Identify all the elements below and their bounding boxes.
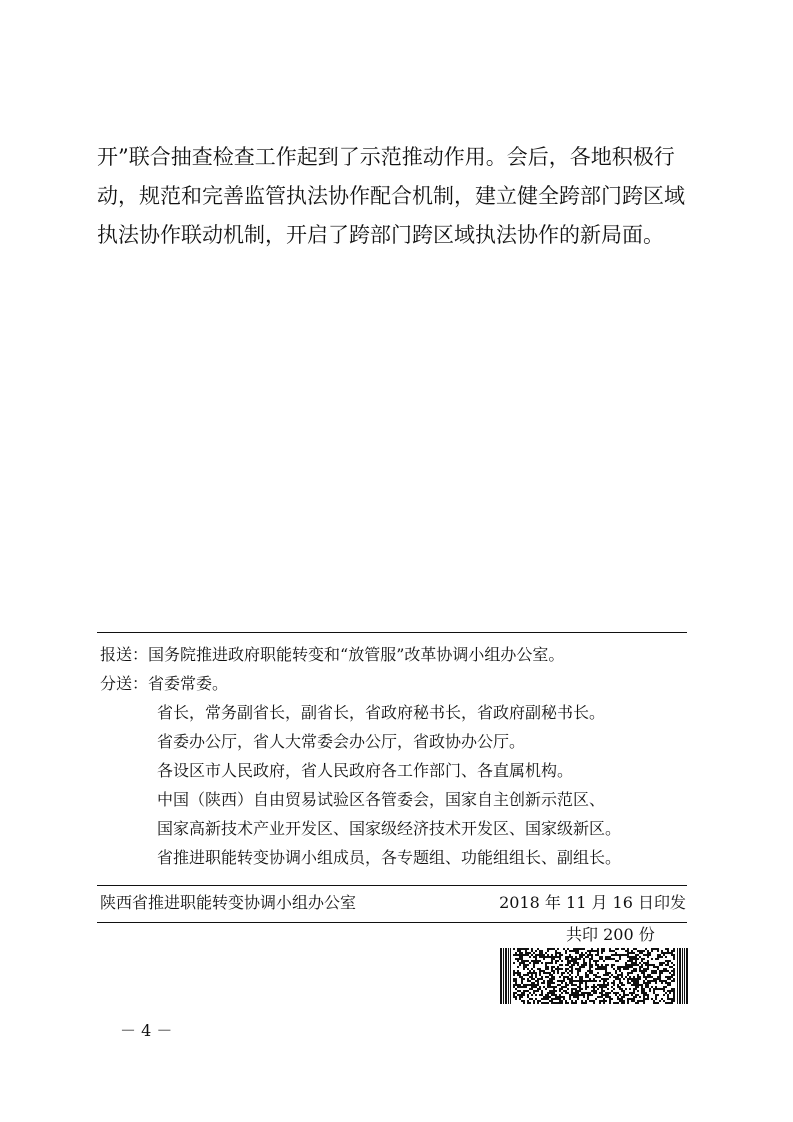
distribution-block — [100, 640, 690, 872]
send-line: 中国（陕西）自由贸易试验区各管委会，国家自主创新示范区、 — [157, 790, 606, 809]
issue-date: 2018 年 11 月 16 日印发 — [499, 893, 686, 912]
report-text: 国务院推进政府职能转变和“放管服”改革协调小组办公室。 — [148, 645, 565, 664]
send-line: 各设区市人民政府，省人民政府各工作部门、各直属机构。 — [157, 761, 574, 780]
send-line: 国家高新技术产业开发区、国家级经济技术开发区、国家级新区。 — [157, 819, 622, 838]
copies-count: 共印 200 份 — [566, 925, 655, 944]
distribution-top-rule — [97, 632, 687, 633]
send-line: 省委办公厅，省人大常委会办公厅，省政协办公厅。 — [157, 732, 526, 751]
send-line: 省委常委。 — [148, 674, 229, 693]
send-label: 分送： — [100, 674, 149, 693]
body-line: 动，规范和完善监管执法协作配合机制，建立健全跨部门跨区域 — [97, 184, 685, 208]
report-label: 报送： — [100, 645, 149, 664]
send-row — [100, 669, 690, 698]
body-line: 开”联合抽查检查工作起到了示范推动作用。会后，各地积极行 — [97, 145, 675, 169]
report-row — [100, 640, 690, 669]
body-line: 执法协作联动机制，开启了跨部门跨区域执法协作的新局面。 — [97, 223, 664, 247]
barcode-image — [500, 948, 688, 1004]
issuer-row — [100, 888, 686, 918]
issuer-name: 陕西省推进职能转变协调小组办公室 — [100, 893, 357, 912]
page-number: － 4 － — [120, 1021, 173, 1040]
body-paragraph — [97, 138, 697, 255]
issuer-top-rule — [97, 885, 687, 886]
send-line: 省推进职能转变协调小组成员，各专题组、功能组组长、副组长。 — [157, 848, 622, 867]
send-line: 省长，常务副省长，副省长，省政府秘书长，省政府副秘书长。 — [157, 703, 606, 722]
